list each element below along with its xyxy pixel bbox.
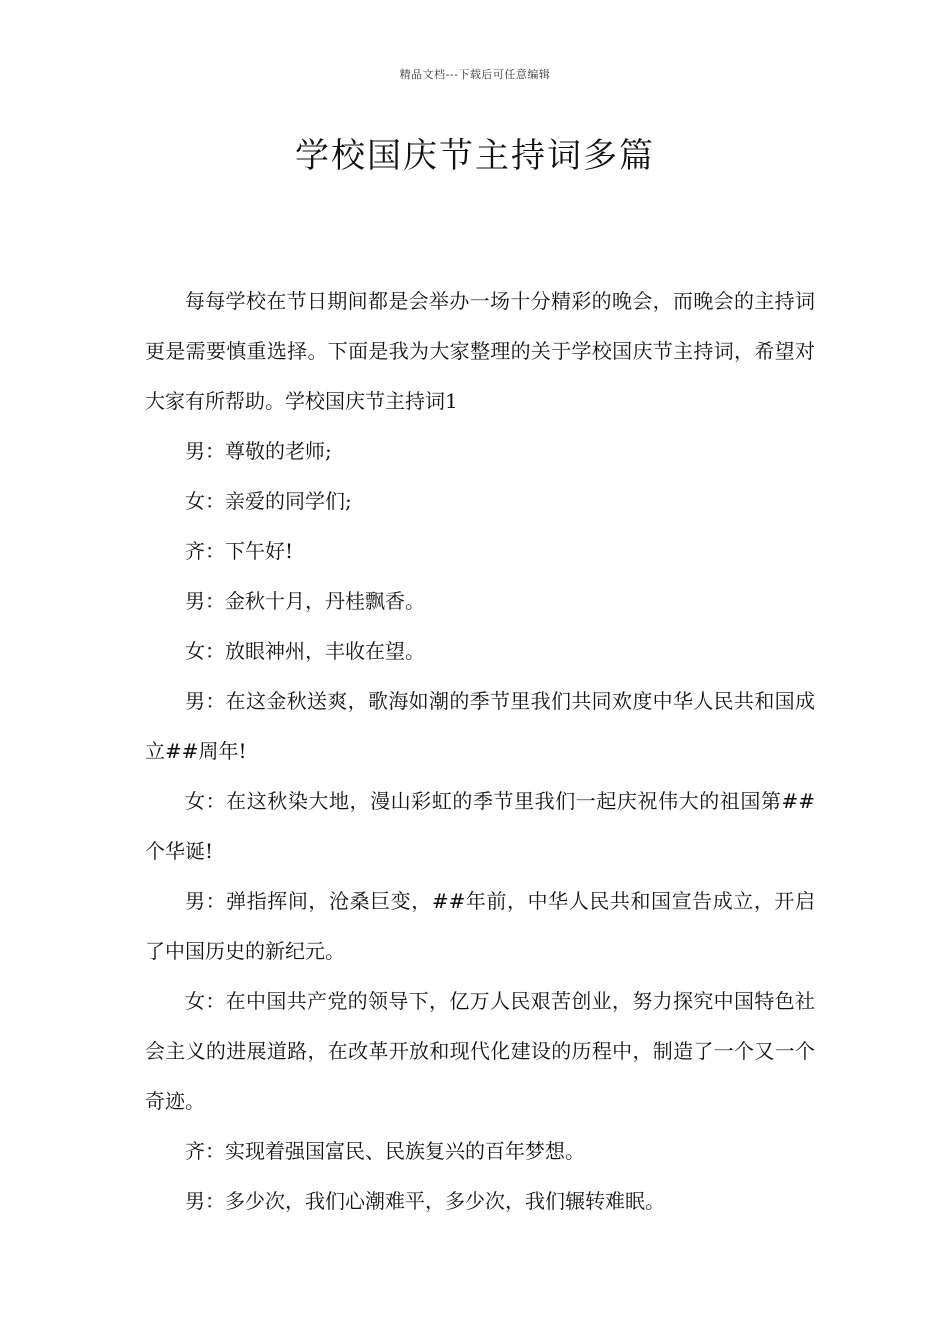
paragraph: 男：弹指挥间，沧桑巨变，##年前，中华人民共和国宣告成立，开启了中国历史的新纪元。	[145, 889, 815, 963]
paragraph: 齐：实现着强国富民、民族复兴的百年梦想。	[185, 1139, 585, 1163]
paragraph: 男：金秋十月，丹桂飘香。	[185, 589, 425, 613]
paragraph: 齐：下午好!	[185, 539, 294, 563]
paragraph: 女：在中国共产党的领导下，亿万人民艰苦创业，努力探究中国特色社会主义的进展道路，在改革开放和现代化建设的历程中，制造了一个又一个奇迹。	[145, 989, 815, 1113]
document-title: 学校国庆节主持词多篇	[295, 136, 655, 176]
header-note: 精品文档---下载后可任意编辑	[399, 68, 551, 81]
paragraph: 女：亲爱的同学们;	[185, 489, 352, 513]
paragraph: 女：放眼神州，丰收在望。	[185, 639, 425, 663]
paragraph: 男：在这金秋送爽，歌海如潮的季节里我们共同欢度中华人民共和国成立##周年!	[145, 689, 815, 763]
document-body	[145, 276, 815, 1226]
paragraph: 女：在这秋染大地，漫山彩虹的季节里我们一起庆祝伟大的祖国第##个华诞!	[145, 789, 815, 863]
paragraph-intro: 每每学校在节日期间都是会举办一场十分精彩的晚会，而晚会的主持词更是需要慎重选择。下面是我为大家整理的关于学校国庆节主持词，希望对大家有所帮助。学校国庆节主持词1	[145, 289, 815, 413]
paragraph: 男：多少次，我们心潮难平，多少次，我们辗转难眠。	[185, 1189, 665, 1213]
paragraph: 男：尊敬的老师;	[185, 439, 332, 463]
